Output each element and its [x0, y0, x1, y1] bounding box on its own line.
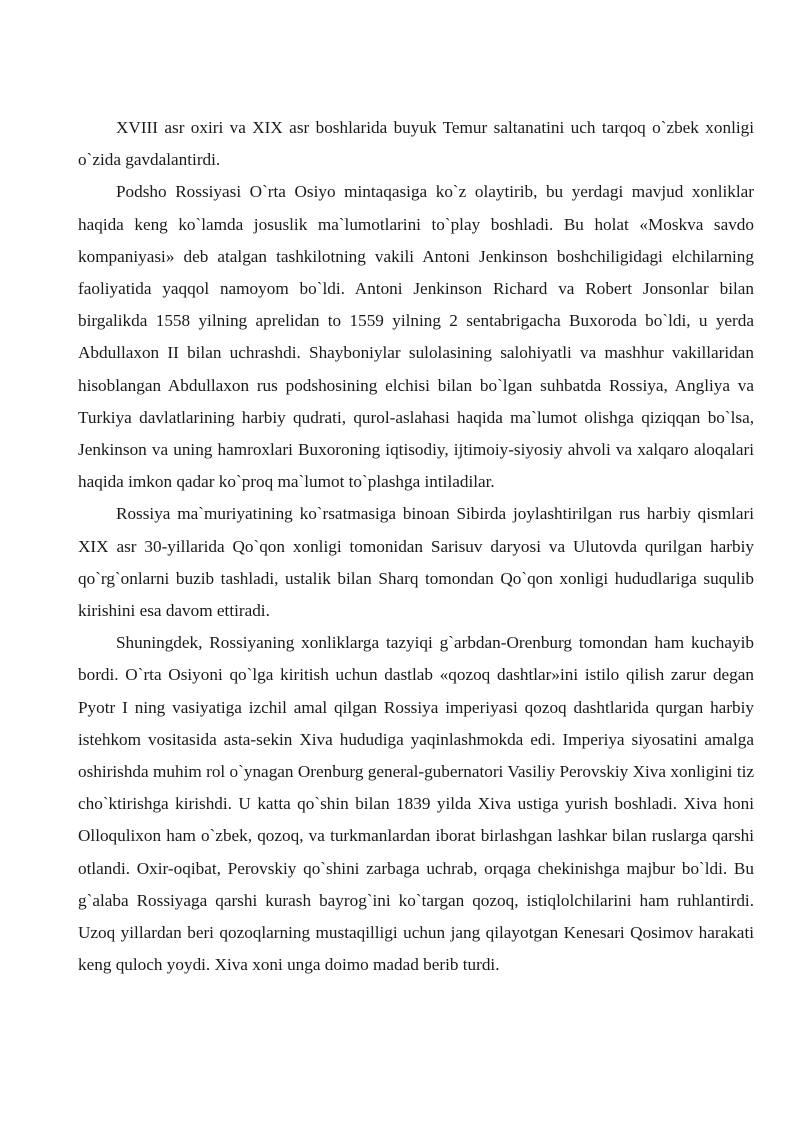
paragraph-1: XVIII asr oxiri va XIX asr boshlarida buyuk Temur saltanatini uch tarqoq o`zbek xonligi o`zida gavdalantirdi.	[78, 118, 754, 170]
paragraph-3: Rossiya ma`muriyatining ko`rsatmasiga binoan Sibirda joylashtirilgan rus harbiy qismlari XIX asr 30-yillarida Qo`qon xonligi tomonidan Sarisuv daryosi va Ulutovda qurilgan harbiy qo`rg`onlarni buzib tashladi, ustalik bilan Sharq tomondan Qo`qon xonligi hududlariga suqulib kirishini esa davom ettiradi.	[78, 504, 754, 621]
paragraph-4: Shuningdek, Rossiyaning xonliklarga tazyiqi g`arbdan-Orenburg tomondan ham kuchayib bordi. O`rta Osiyoni qo`lga kiritish uchun dastlab «qozoq dashtlar»ini istilo qilish zarur degan Pyotr I ning vasiyatiga izchil amal qilgan Rossiya imperiyasi qozoq dashtlarida qurgan harbiy istehkom vositasida asta-sekin Xiva hududiga yaqinlashmokda edi. Imperiya siyosatini amalga oshirishda muhim rol o`ynagan Orenburg general-gubernatori Vasiliy Perovskiy Xiva xonligini tiz cho`ktirishga kirishdi. U katta qo`shin bilan 1839 yilda Xiva ustiga yurish boshladi. Xiva honi Olloqulixon ham o`zbek, qozoq, va turkmanlardan iborat birlashgan lashkar bilan ruslarga qarshi otlandi. Oxir-oqibat, Perovskiy qo`shini zarbaga uchrab, orqaga chekinishga majbur bo`ldi. Bu g`alaba Rossiyaga qarshi kurash bayrog`ini ko`targan qozoq, istiqlolchilarini ham ruhlantirdi. Uzoq yillardan beri qozoqlarning mustaqilligi uchun jang qilayotgan Kenesari Qosimov harakati keng quloch yoydi. Xiva xoni unga doimo madad berib turdi.	[78, 633, 754, 975]
document-page	[78, 112, 754, 981]
paragraph-2: Podsho Rossiyasi O`rta Osiyo mintaqasiga ko`z olaytirib, bu yerdagi mavjud xonliklar haqida keng ko`lamda josuslik ma`lumotlarini to`play boshladi. Bu holat «Moskva savdo kompaniyasi» deb atalgan tashkilotning vakili Antoni Jenkinson boshchiligidagi elchilarning faoliyatida yaqqol namoyom bo`ldi. Antoni Jenkinson Richard va Robert Jonsonlar bilan birgalikda 1558 yilning aprelidan to 1559 yilning 2 sentabrigacha Buxoroda bo`ldi, u yerda Abdullaxon II bilan uchrashdi. Shayboniylar sulolasining salohiyatli va mashhur vakillaridan hisoblangan Abdullaxon rus podshosining elchisi bilan bo`lgan suhbatda Rossiya, Angliya va Turkiya davlatlarining harbiy qudrati, qurol-aslahasi haqida ma`lumot olishga qiziqqan bo`lsa, Jenkinson va uning hamroxlari Buxoroning iqtisodiy, ijtimoiy-siyosiy ahvoli va xalqaro aloqalari haqida imkon qadar ko`proq ma`lumot to`plashga intiladilar.	[78, 182, 754, 492]
